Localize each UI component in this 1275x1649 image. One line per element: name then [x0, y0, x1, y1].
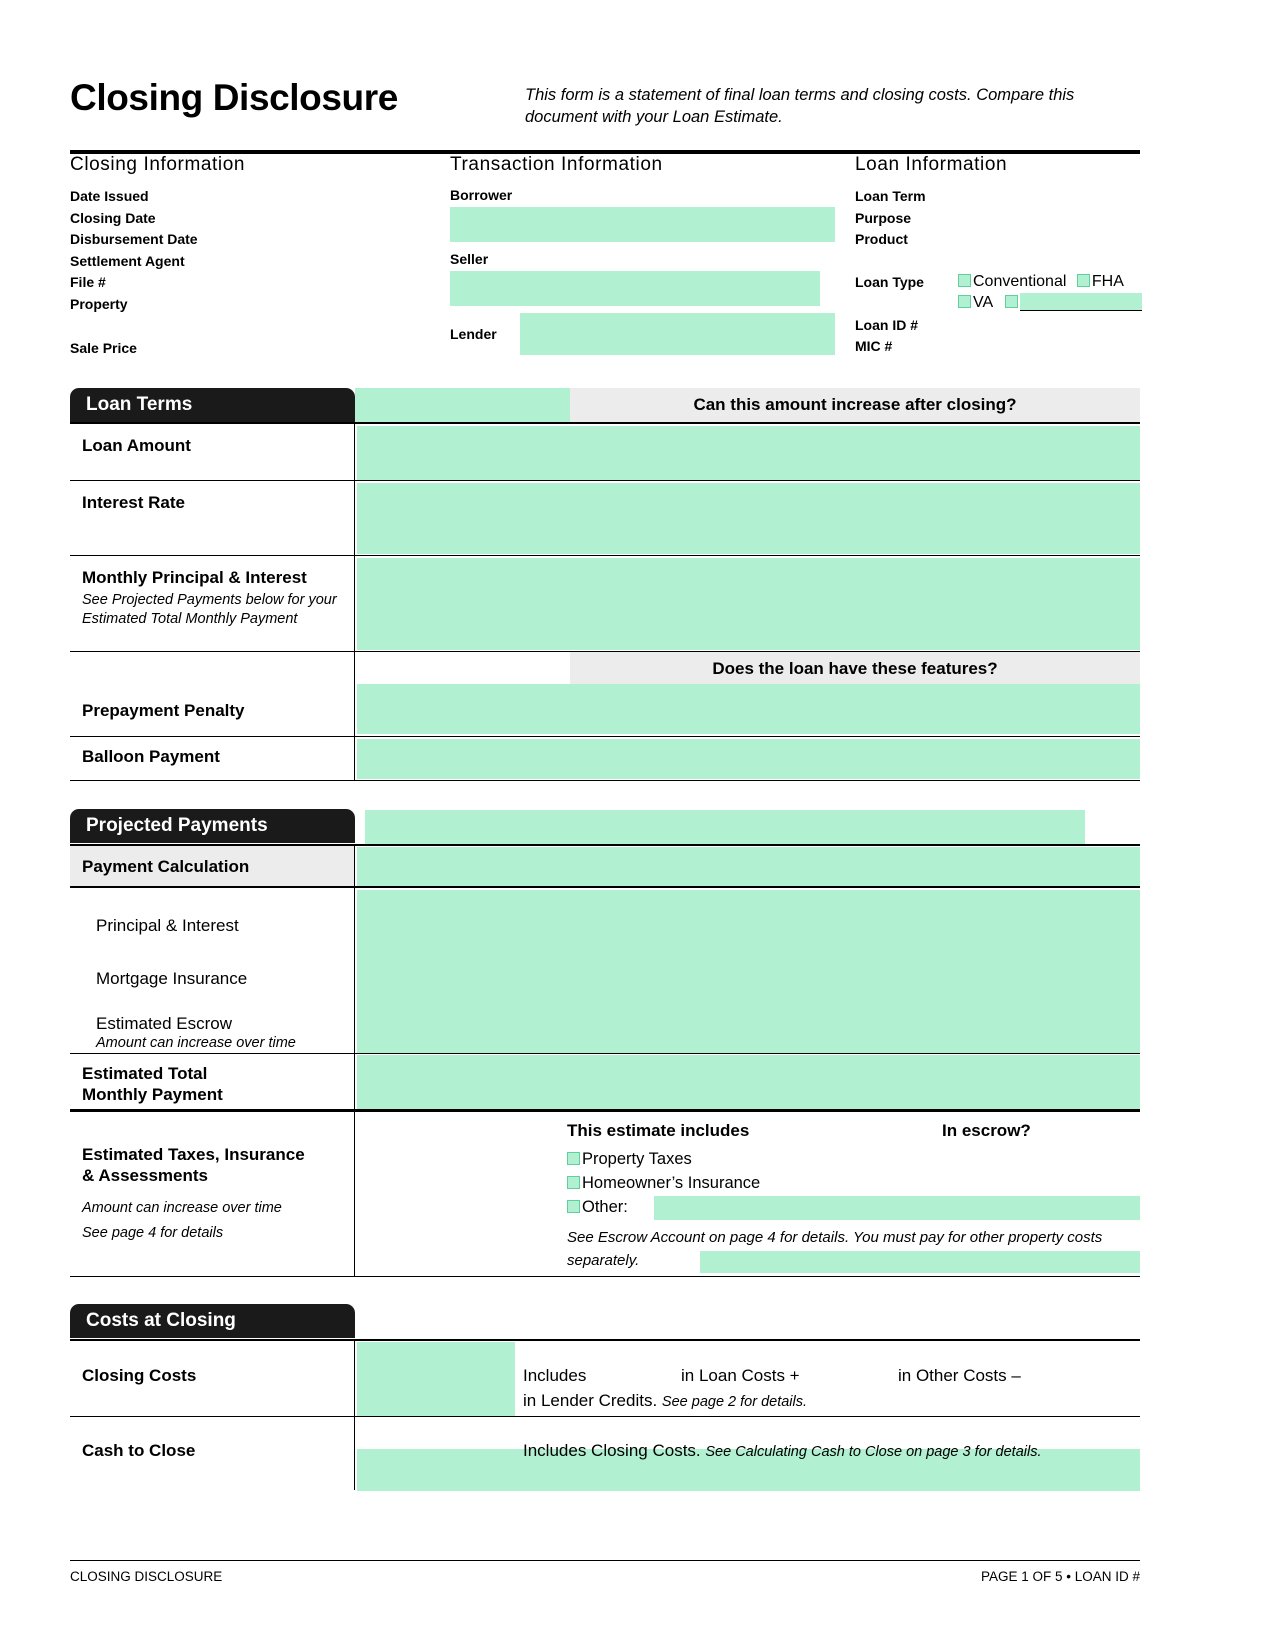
closing-costs-amount-field[interactable] — [357, 1342, 515, 1417]
loan-terms-header-bar — [70, 388, 1140, 422]
estimated-total-label — [70, 1054, 355, 1109]
cash-to-close-description — [523, 1439, 1140, 1464]
row-interest-rate — [70, 480, 1140, 555]
balloon-payment-value-field[interactable] — [357, 739, 1140, 779]
closing-costs-in-loan-costs: in Loan Costs + — [681, 1366, 800, 1385]
costs-at-closing-header-bar — [70, 1304, 1140, 1339]
escrow-option-other: Other: — [582, 1198, 628, 1216]
closing-information-column — [70, 154, 450, 359]
label-loan-term: Loan Term — [855, 188, 926, 204]
estimated-taxes-sub1: Amount can increase over time — [82, 1200, 282, 1216]
escrow-account-note: See Escrow Account on page 4 for details. You must pay for other property costs separately. — [567, 1229, 1103, 1269]
closing-costs-lender-credits: in Lender Credits. — [523, 1391, 658, 1410]
cash-to-close-label-cell — [70, 1417, 355, 1490]
item-principal-interest: Principal & Interest — [96, 916, 239, 935]
projected-payments-bottom-rule — [70, 1276, 1140, 1277]
checkbox-fha-icon[interactable] — [1077, 274, 1090, 287]
monthly-pi-title: Monthly Principal & Interest — [82, 568, 307, 587]
interest-rate-value-field[interactable] — [357, 483, 1140, 554]
escrow-option-homeowners-insurance-row[interactable] — [567, 1171, 1140, 1195]
row-loan-amount-label — [70, 424, 355, 480]
escrow-option-property-taxes: Property Taxes — [582, 1150, 692, 1168]
payment-calculation-row — [70, 844, 1140, 886]
payment-items-group — [70, 886, 1140, 1053]
label-product: Product — [855, 231, 908, 248]
seller-field[interactable] — [450, 271, 820, 306]
projected-payments-bar-fill[interactable] — [365, 810, 1085, 844]
information-columns — [70, 154, 1140, 372]
costs-at-closing-section — [70, 1304, 1140, 1490]
escrow-option-other-row[interactable] — [567, 1195, 1140, 1219]
page-header — [70, 76, 1140, 148]
label-date-issued: Date Issued — [70, 188, 149, 204]
checkbox-other-loan-type-icon[interactable] — [1005, 295, 1018, 308]
loan-features-header-spacer — [70, 652, 355, 684]
loan-information-column — [855, 154, 1140, 358]
label-seller: Seller — [450, 251, 489, 267]
row-estimated-taxes-insurance — [70, 1109, 1140, 1276]
projected-payments-header-bar — [70, 809, 1140, 844]
closing-disclosure-page — [70, 0, 1140, 1649]
loan-information-heading: Loan Information — [855, 154, 1008, 175]
checkbox-property-taxes-icon[interactable] — [567, 1152, 580, 1165]
page-title: Closing Disclosure — [70, 77, 398, 118]
row-estimated-total-monthly-payment — [70, 1053, 1140, 1109]
this-estimate-includes-header: This estimate includes — [567, 1121, 750, 1140]
option-conventional: Conventional — [973, 272, 1067, 290]
closing-information-heading: Closing Information — [70, 154, 246, 175]
borrower-field[interactable] — [450, 207, 835, 242]
lender-row — [450, 313, 855, 355]
escrow-option-property-taxes-row[interactable] — [567, 1147, 1140, 1171]
row-loan-amount — [70, 422, 1140, 480]
costs-at-closing-title: Costs at Closing — [70, 1304, 355, 1338]
loan-terms-bottom-rule — [70, 780, 1140, 781]
cash-to-close-includes: Includes Closing Costs. — [523, 1441, 701, 1460]
projected-payments-title: Projected Payments — [70, 809, 355, 843]
checkbox-va-icon[interactable] — [958, 295, 971, 308]
loan-features-header: Does the loan have these features? — [570, 652, 1140, 685]
label-borrower: Borrower — [450, 187, 513, 203]
label-closing-date: Closing Date — [70, 209, 156, 226]
option-va: VA — [973, 293, 993, 311]
transaction-information-column — [450, 154, 855, 355]
payment-calculation-header: Payment Calculation — [70, 846, 355, 888]
page-footer — [70, 1560, 1140, 1584]
interest-rate-title: Interest Rate — [82, 493, 185, 512]
projected-payments-section — [70, 809, 1140, 1277]
estimated-total-line1: Estimated Total — [82, 1064, 208, 1083]
loan-amount-title: Loan Amount — [82, 436, 191, 455]
escrow-option-homeowners-insurance: Homeowner’s Insurance — [582, 1174, 761, 1192]
closing-costs-in-other-costs: in Other Costs – — [898, 1366, 1021, 1385]
item-estimated-escrow: Estimated Escrow — [96, 1014, 233, 1033]
payment-calculation-value-field[interactable] — [357, 847, 1140, 887]
loan-type-row — [855, 273, 1140, 317]
checkbox-other-escrow-icon[interactable] — [567, 1200, 580, 1213]
other-loan-type-field[interactable] — [1020, 293, 1142, 311]
escrow-other-field[interactable] — [654, 1196, 1140, 1220]
balloon-payment-title: Balloon Payment — [82, 747, 220, 766]
estimated-taxes-line1: Estimated Taxes, Insurance — [82, 1145, 305, 1164]
cash-to-close-see-page-3: See Calculating Cash to Close on page 3 for details. — [705, 1444, 1042, 1460]
estimated-taxes-label — [70, 1112, 355, 1276]
closing-costs-see-page-2: See page 2 for details. — [661, 1394, 808, 1410]
row-prepayment-penalty-label — [70, 684, 355, 736]
closing-costs-includes-word: Includes — [523, 1366, 587, 1385]
label-property: Property — [70, 295, 128, 312]
label-settlement-agent: Settlement Agent — [70, 252, 185, 269]
lender-field[interactable] — [520, 313, 835, 355]
prepayment-penalty-value-field[interactable] — [357, 684, 1140, 734]
label-sale-price: Sale Price — [70, 339, 137, 356]
loan-features-header-row — [70, 651, 1140, 684]
in-escrow-header: In escrow? — [942, 1121, 1031, 1140]
option-fha: FHA — [1091, 272, 1124, 290]
escrow-includes-pane — [567, 1121, 1140, 1272]
row-balloon-payment-label — [70, 737, 355, 780]
closing-costs-label-cell — [70, 1341, 355, 1416]
label-loan-id: Loan ID # — [855, 316, 919, 333]
header-description: This form is a statement of final loan terms and closing costs. Compare this document with your Loan Estimate. — [525, 86, 1075, 126]
label-file-number: File # — [70, 274, 106, 291]
checkbox-homeowners-insurance-icon[interactable] — [567, 1176, 580, 1189]
closing-costs-description — [523, 1363, 1140, 1415]
label-purpose: Purpose — [855, 209, 912, 226]
row-monthly-pi-label — [70, 556, 355, 651]
payment-items-value-field[interactable] — [357, 890, 1140, 1053]
row-interest-rate-label — [70, 481, 355, 555]
row-monthly-principal-interest — [70, 555, 1140, 651]
label-lender: Lender — [450, 326, 497, 342]
loan-terms-section — [70, 388, 1140, 781]
row-prepayment-penalty — [70, 684, 1140, 736]
estimated-total-value-field[interactable] — [357, 1055, 1140, 1109]
footer-right-text: PAGE 1 OF 5 • LOAN ID # — [980, 1569, 1140, 1584]
prepayment-penalty-title: Prepayment Penalty — [82, 701, 245, 720]
cash-to-close-title: Cash to Close — [82, 1441, 196, 1460]
loan-terms-title: Loan Terms — [70, 388, 355, 422]
row-cash-to-close — [70, 1416, 1140, 1490]
estimated-taxes-line2: & Assessments — [82, 1166, 208, 1185]
row-balloon-payment — [70, 736, 1140, 780]
label-mic: MIC # — [855, 338, 893, 355]
footer-left-text: CLOSING DISCLOSURE — [70, 1569, 223, 1584]
item-estimated-escrow-subtitle: Amount can increase over time — [96, 1035, 296, 1051]
payment-items-labels — [70, 888, 355, 1053]
closing-costs-title: Closing Costs — [82, 1366, 197, 1385]
label-disbursement-date: Disbursement Date — [70, 231, 198, 248]
loan-amount-value-field[interactable] — [357, 426, 1140, 480]
label-loan-type: Loan Type — [855, 273, 924, 290]
loan-terms-bar-fill[interactable] — [355, 388, 570, 422]
monthly-pi-subtitle: See Projected Payments below for your Estimated Total Monthly Payment — [82, 592, 337, 627]
loan-terms-increase-header: Can this amount increase after closing? — [570, 388, 1140, 422]
row-closing-costs — [70, 1339, 1140, 1416]
monthly-pi-value-field[interactable] — [357, 558, 1140, 650]
item-mortgage-insurance: Mortgage Insurance — [96, 969, 248, 988]
checkbox-conventional-icon[interactable] — [958, 274, 971, 287]
estimated-total-line2: Monthly Payment — [82, 1085, 223, 1104]
transaction-information-heading: Transaction Information — [450, 154, 663, 175]
estimated-taxes-sub2: See page 4 for details — [82, 1225, 224, 1241]
